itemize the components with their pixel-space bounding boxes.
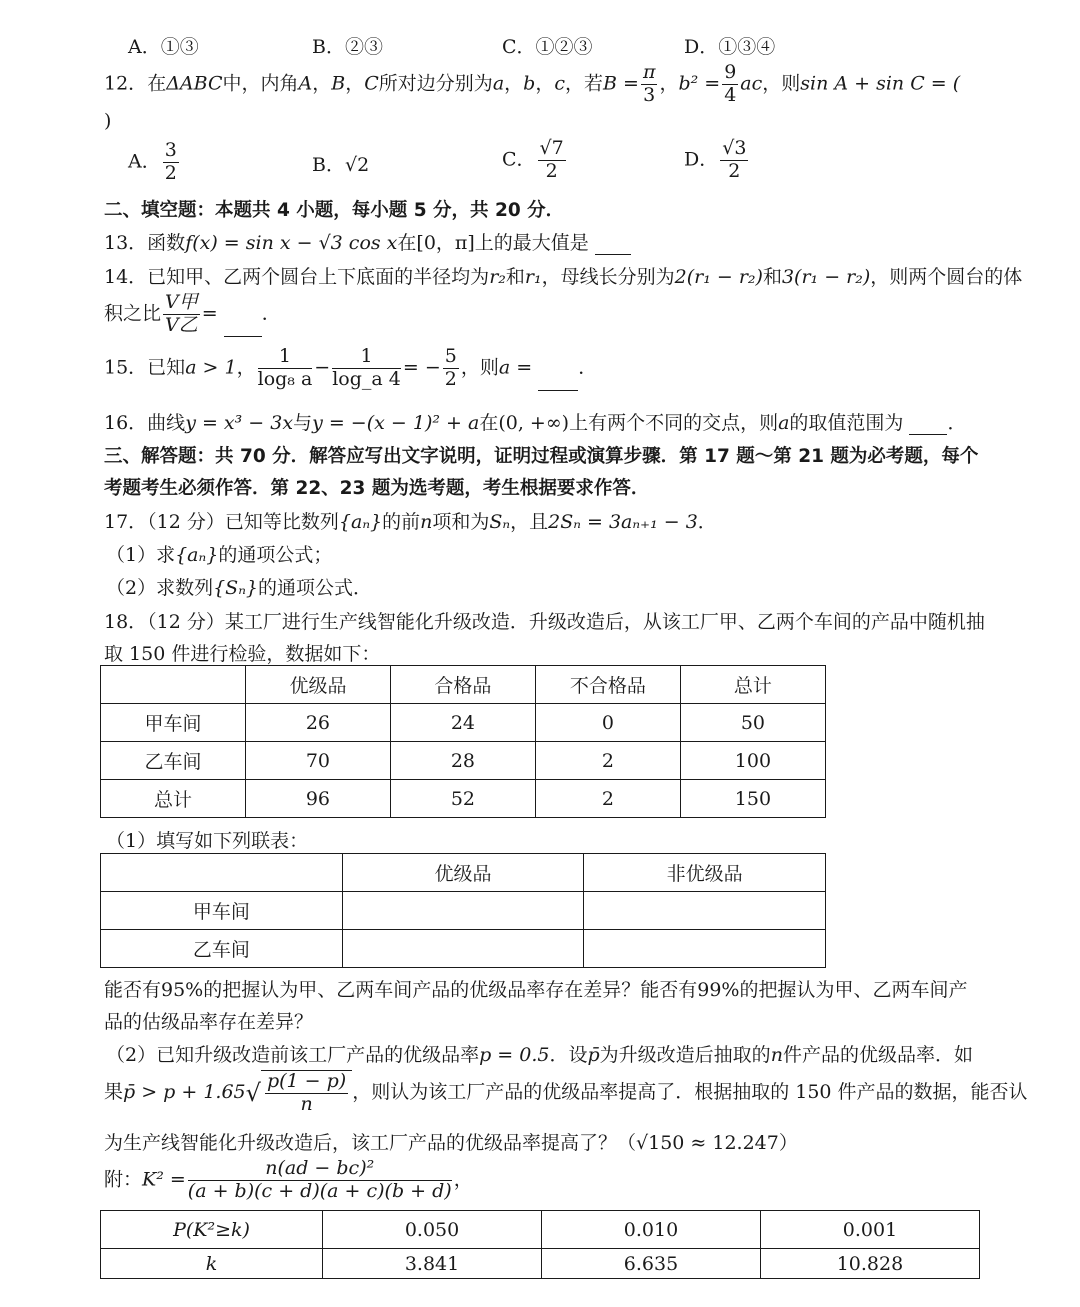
table-cell: 6.635	[542, 1249, 761, 1279]
q18-line2: 取 150 件进行检验，数据如下：	[104, 643, 381, 665]
q12-option-b: B．√2	[312, 154, 370, 176]
table-row	[101, 854, 826, 892]
table-cell: 甲车间	[101, 704, 246, 742]
nine-over-four: $\frac{9}{4}$	[724, 61, 737, 106]
table-cell: 0	[535, 704, 680, 742]
q12-close-paren: )	[104, 110, 112, 132]
section2-title: 二、填空题：本题共 4 小题，每小题 5 分，共 20 分．	[104, 200, 565, 221]
q12-option-c: C． $\frac{√7}{2}$	[502, 137, 564, 182]
table-header: 不合格品	[535, 666, 680, 704]
table-cell: k	[101, 1249, 323, 1279]
table-row	[101, 1211, 980, 1249]
table-cell: P(K²≥k)	[101, 1211, 323, 1249]
table-cell: 52	[390, 780, 535, 818]
table-cell: 2	[535, 742, 680, 780]
q18-part1: （1）填写如下列联表：	[106, 830, 309, 852]
table-cell: 10.828	[760, 1249, 979, 1279]
q17-part2: （2）求数列{Sₙ}的通项公式．	[106, 577, 373, 599]
q15: 15．已知a > 1， $\frac{1}{\text{log₈ a}}$ − $\frac{1}{\log\_a 4}$ = − $\frac{5}{2}$ ，则a = ．	[104, 345, 598, 390]
q14-line2: 积之比 $\frac{\text{V甲}}{\text{V乙}}$ = ．	[104, 291, 281, 336]
q13: 13．函数f(x) = sin x − √3 cos x在[0，π]上的最大值是	[104, 228, 631, 255]
table-row	[101, 1249, 980, 1279]
table-cell: 甲车间	[101, 892, 343, 930]
q16-answer-blank	[909, 416, 947, 435]
q18-part2-line1: （2）已知升级改造前该工厂产品的优级品率p = 0.5．设p̄为升级改造后抽取的n件产品的优级品率．如	[106, 1044, 973, 1066]
pi-over-3: $\frac{\pi}{3}$	[642, 61, 656, 106]
section3-title-line1: 三、解答题：共 70 分．解答应写出文字说明，证明过程或演算步骤．第 17 题～第 21 题为必考题，每个	[104, 446, 979, 467]
table-header: 优级品	[342, 854, 584, 892]
q18-contingency-table	[100, 853, 826, 968]
table-row	[101, 892, 826, 930]
table-cell: 2	[535, 780, 680, 818]
q12-option-a: A． $\frac{3}{2}$	[128, 139, 177, 184]
table-cell: 28	[390, 742, 535, 780]
table-cell	[342, 930, 584, 968]
table-cell: 24	[390, 704, 535, 742]
table-cell: 3.841	[323, 1249, 542, 1279]
table-header: 优级品	[245, 666, 390, 704]
table-header: 合格品	[390, 666, 535, 704]
q14-line1: 14．已知甲、乙两个圆台上下底面的半径均为r₂和r₁，母线长分别为2(r₁ − r₂)和3(r₁ − r₂)，则两个圆台的体	[104, 266, 1023, 288]
table-cell	[584, 892, 826, 930]
q11-option-b: B．②③	[312, 36, 383, 58]
table-row	[101, 742, 826, 780]
section3-title-line2: 考题考生必须作答．第 22、23 题为选考题，考生根据要求作答．	[104, 478, 650, 499]
table-row	[101, 704, 826, 742]
q12-option-d: D． $\frac{√3}{2}$	[684, 137, 747, 182]
table-cell: 100	[680, 742, 825, 780]
table-cell: 96	[245, 780, 390, 818]
table-cell: 26	[245, 704, 390, 742]
q14-answer-blank	[224, 318, 262, 337]
q18-question-line2: 品的估级品率存在差异？	[104, 1011, 314, 1033]
table-cell	[342, 892, 584, 930]
table-row	[101, 780, 826, 818]
table-cell	[101, 854, 343, 892]
table-cell: 0.001	[760, 1211, 979, 1249]
q18-line1: 18．（12 分）某工厂进行生产线智能化升级改造．升级改造后，从该工厂甲、乙两个车间的产品中随机抽	[104, 611, 985, 633]
q11-option-d: D．①③④	[684, 36, 776, 58]
table-cell: 0.050	[323, 1211, 542, 1249]
table-row	[101, 666, 826, 704]
table-row	[101, 930, 826, 968]
q13-answer-blank	[595, 236, 631, 255]
table-cell: 150	[680, 780, 825, 818]
table-header: 总计	[680, 666, 825, 704]
q12-stem: 12．在ΔABC中，内角A，B，C所对边分别为a，b，c，若B = $\frac{\pi}{3}$ ，b² = $\frac{9}{4}$ ac，则sin A + sin C = (	[104, 61, 961, 106]
table-cell	[584, 930, 826, 968]
q11-option-a: A．①③	[128, 36, 199, 58]
q11-option-c: C．①②③	[502, 36, 593, 58]
table-cell	[101, 666, 246, 704]
q18-appendix: 附：K² = $\frac{\text{n(ad − bc)²}}{(a + b)(c + d)(a + c)(b + d)}$ ，	[104, 1157, 473, 1202]
q18-question-line1: 能否有95%的把握认为甲、乙两车间产品的优级品率存在差异？能否有99%的把握认为甲、乙两车间产	[104, 979, 968, 1001]
table-cell: 0.010	[542, 1211, 761, 1249]
q17-part1: （1）求{aₙ}的通项公式；	[106, 544, 333, 566]
q18-critical-value-table	[100, 1210, 980, 1279]
q18-part2-line2: 果p̄ > p + 1.65√ $\frac{p(1 - p)}{n}$ ，则认为该工厂产品的优级品率提高了．根据抽取的 150 件产品的数据，能否认	[104, 1070, 1028, 1115]
table-cell: 乙车间	[101, 742, 246, 780]
table-cell: 70	[245, 742, 390, 780]
q16: 16．曲线y = x³ − 3x与y = −(x − 1)² + a在(0, +∞)上有两个不同的交点，则a的取值范围为 ．	[104, 412, 967, 434]
table-cell: 总计	[101, 780, 246, 818]
q18-data-table	[100, 665, 826, 818]
q18-part2-line3: 为生产线智能化升级改造后，该工厂产品的优级品率提高了？（√150 ≈ 12.247）	[104, 1132, 798, 1154]
q15-answer-blank	[538, 372, 578, 391]
table-header: 非优级品	[584, 854, 826, 892]
table-cell: 乙车间	[101, 930, 343, 968]
q17-stem: 17．（12 分）已知等比数列{aₙ}的前n项和为Sₙ，且2Sₙ = 3aₙ₊₁ − 3．	[104, 511, 717, 533]
table-cell: 50	[680, 704, 825, 742]
